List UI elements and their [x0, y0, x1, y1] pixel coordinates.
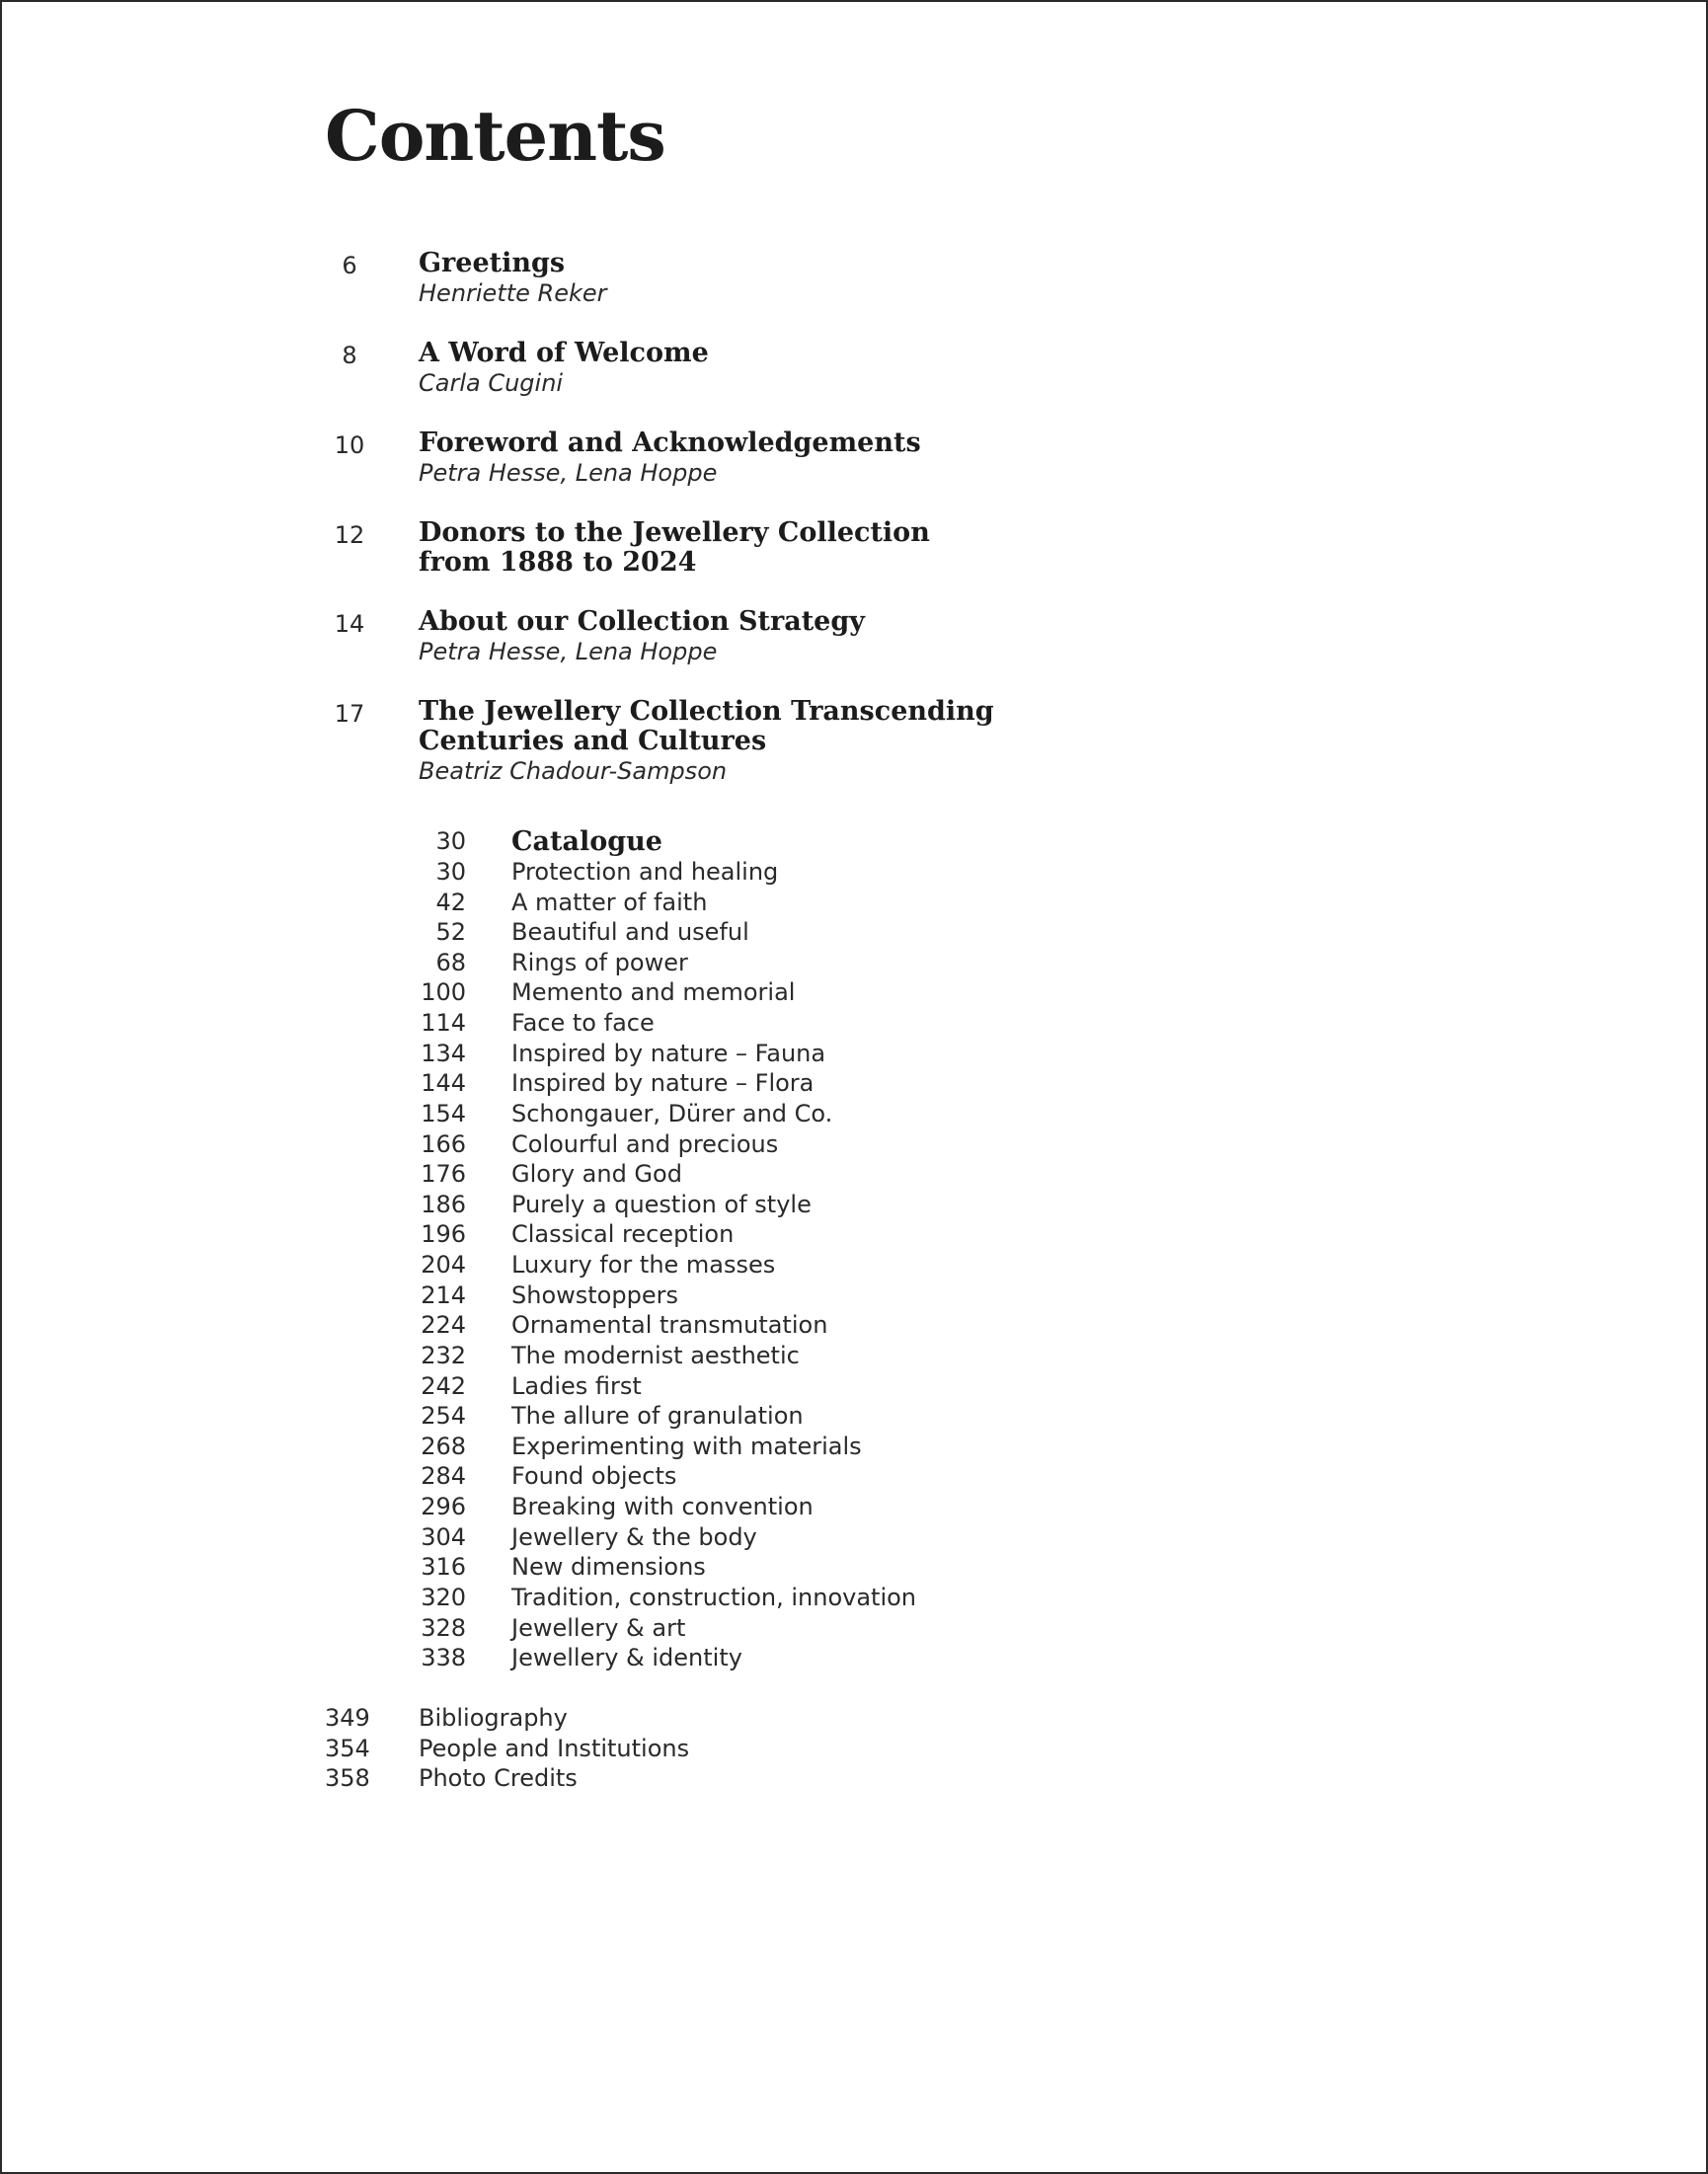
catalogue-item-label: Jewellery & identity	[511, 1644, 742, 1672]
catalogue-item-label: Inspired by nature – Fauna	[511, 1039, 826, 1067]
toc-entry-text	[419, 339, 709, 399]
catalogue-item[interactable]	[413, 1492, 916, 1522]
catalogue-item[interactable]	[413, 1432, 916, 1462]
catalogue-item-page-number: 268	[421, 1432, 466, 1460]
catalogue-item[interactable]	[413, 1583, 916, 1613]
catalogue-item[interactable]	[413, 1310, 916, 1341]
toc-entry-author: Beatriz Chadour-Sampson	[419, 757, 728, 785]
toc-entry-welcome[interactable]	[325, 339, 1411, 399]
toc-page-number: 358	[325, 1764, 370, 1793]
catalogue-item-page-number: 320	[421, 1583, 466, 1611]
toc-page-number: 349	[325, 1704, 370, 1733]
toc-entry-author: Petra Hesse, Lena Hoppe	[419, 638, 718, 665]
catalogue-item[interactable]	[413, 1128, 916, 1159]
catalogue-item-page-number: 316	[421, 1553, 466, 1582]
catalogue-item-page-number: 328	[421, 1613, 466, 1642]
catalogue-page-number: 30	[435, 827, 466, 856]
catalogue-item-page-number: 42	[435, 888, 466, 916]
toc-page-number: 12	[334, 521, 365, 549]
catalogue-item-label: Ladies first	[511, 1371, 642, 1400]
catalogue-item-label: Face to face	[511, 1009, 655, 1038]
catalogue-item[interactable]	[413, 887, 916, 917]
catalogue-item[interactable]	[413, 1401, 916, 1432]
toc-entry-greetings[interactable]	[325, 249, 1411, 309]
toc-page-number: 14	[334, 610, 365, 638]
toc-entry-title: About our Collection Strategy	[419, 606, 865, 637]
catalogue-item[interactable]	[413, 857, 916, 888]
catalogue-item-label: Rings of power	[511, 948, 688, 976]
catalogue-item-page-number: 214	[421, 1281, 466, 1309]
toc-entry-title: Foreword and Acknowledgements	[419, 427, 921, 458]
catalogue-item-page-number: 154	[421, 1099, 466, 1127]
catalogue-item[interactable]	[413, 948, 916, 978]
toc-entry-label: Bibliography	[419, 1704, 568, 1733]
catalogue-item-page-number: 304	[421, 1522, 466, 1551]
toc-entry-author: Carla Cugini	[419, 369, 564, 397]
catalogue-item[interactable]	[413, 1250, 916, 1281]
catalogue-item-page-number: 232	[421, 1341, 466, 1369]
main-toc	[325, 249, 1411, 816]
catalogue-item[interactable]	[413, 977, 916, 1008]
catalogue-item[interactable]	[413, 1219, 916, 1250]
catalogue-item-page-number: 166	[421, 1129, 466, 1158]
catalogue-item-label: The modernist aesthetic	[511, 1341, 800, 1369]
catalogue-item[interactable]	[413, 1370, 916, 1401]
toc-entry-title: Donors to the Jewellery Collection from 1888 to 2024	[419, 517, 930, 578]
catalogue-item-label: Beautiful and useful	[511, 918, 749, 947]
catalogue-item-page-number: 254	[421, 1402, 466, 1431]
catalogue-item-page-number: 52	[435, 918, 466, 947]
catalogue-item[interactable]	[413, 1068, 916, 1099]
catalogue-item-page-number: 196	[421, 1220, 466, 1249]
toc-entry-photo-credits[interactable]	[325, 1763, 689, 1794]
catalogue-item[interactable]	[413, 1612, 916, 1643]
toc-page-number: 10	[334, 431, 365, 459]
catalogue-item[interactable]	[413, 1521, 916, 1552]
catalogue-item-label: Protection and healing	[511, 857, 779, 886]
catalogue-item[interactable]	[413, 1038, 916, 1068]
toc-entry-people-institutions[interactable]	[325, 1734, 689, 1764]
catalogue-item-page-number: 204	[421, 1251, 466, 1280]
catalogue-item-label: Experimenting with materials	[511, 1432, 862, 1460]
catalogue-item-page-number: 68	[435, 948, 466, 976]
toc-entry-text	[419, 518, 930, 578]
catalogue-item-page-number: 338	[421, 1644, 466, 1672]
catalogue-item-label: Jewellery & art	[511, 1613, 686, 1642]
catalogue-item-page-number: 224	[421, 1311, 466, 1340]
catalogue-item[interactable]	[413, 1190, 916, 1220]
catalogue-item-page-number: 186	[421, 1190, 466, 1218]
catalogue-item-label: Breaking with convention	[511, 1493, 814, 1521]
toc-entry-text	[419, 249, 607, 309]
toc-entry-collection-strategy[interactable]	[325, 607, 1411, 667]
toc-entry-label: Photo Credits	[419, 1764, 578, 1793]
catalogue-item-label: Purely a question of style	[511, 1190, 812, 1218]
toc-entry-title: A Word of Welcome	[419, 338, 709, 368]
catalogue-item[interactable]	[413, 1461, 916, 1492]
toc-entry-donors[interactable]	[325, 518, 1411, 578]
catalogue-item-page-number: 114	[421, 1009, 466, 1038]
catalogue-item-label: The allure of granulation	[511, 1402, 804, 1431]
toc-page-number: 354	[325, 1734, 370, 1762]
catalogue-item-label: Ornamental transmutation	[511, 1311, 828, 1340]
catalogue-item-label: Schongauer, Dürer and Co.	[511, 1099, 833, 1127]
catalogue-item-label: New dimensions	[511, 1553, 706, 1582]
toc-page-number: 6	[342, 252, 357, 279]
catalogue-item-label: A matter of faith	[511, 888, 708, 916]
toc-entry-title: Greetings	[419, 248, 566, 278]
catalogue-item-label: Tradition, construction, innovation	[511, 1583, 917, 1611]
toc-entry-bibliography[interactable]	[325, 1703, 689, 1734]
catalogue-item-label: Showstoppers	[511, 1281, 678, 1309]
catalogue-item[interactable]	[413, 1159, 916, 1190]
catalogue-item[interactable]	[413, 1280, 916, 1310]
toc-entry-foreword[interactable]	[325, 428, 1411, 489]
toc-entry-text	[419, 607, 865, 667]
catalogue-item-label: Classical reception	[511, 1220, 735, 1249]
catalogue-item-page-number: 176	[421, 1160, 466, 1189]
catalogue-list	[413, 857, 916, 1673]
toc-entry-label: People and Institutions	[419, 1734, 690, 1762]
toc-entry-title: The Jewellery Collection Transcending Centuries and Cultures	[419, 696, 994, 756]
toc-entry-author: Petra Hesse, Lena Hoppe	[419, 459, 718, 487]
catalogue-item-page-number: 284	[421, 1462, 466, 1491]
catalogue-item-label: Glory and God	[511, 1160, 682, 1189]
toc-entry-jewellery-collection[interactable]	[325, 697, 1411, 787]
catalogue-item-page-number: 134	[421, 1039, 466, 1067]
catalogue-item-page-number: 242	[421, 1371, 466, 1400]
catalogue-heading: Catalogue	[511, 825, 662, 857]
catalogue-item[interactable]	[413, 1099, 916, 1129]
catalogue-section	[413, 826, 916, 1673]
catalogue-item-label: Found objects	[511, 1462, 677, 1491]
catalogue-item-label: Jewellery & the body	[511, 1522, 757, 1551]
toc-page-number: 17	[334, 700, 365, 728]
catalogue-heading-row[interactable]	[413, 826, 916, 857]
catalogue-item-label: Memento and memorial	[511, 978, 796, 1007]
catalogue-item-page-number: 296	[421, 1493, 466, 1521]
toc-entry-text	[419, 428, 921, 489]
catalogue-item[interactable]	[413, 917, 916, 948]
toc-entry-author: Henriette Reker	[419, 279, 607, 307]
catalogue-item-label: Luxury for the masses	[511, 1251, 776, 1280]
back-matter	[325, 1703, 689, 1794]
catalogue-item-page-number: 144	[421, 1069, 466, 1098]
catalogue-item-label: Inspired by nature – Flora	[511, 1069, 815, 1098]
page-title: Contents	[325, 95, 665, 177]
catalogue-item-page-number: 100	[421, 978, 466, 1007]
toc-entry-text	[419, 697, 994, 787]
toc-page-number: 8	[342, 342, 357, 369]
catalogue-item-page-number: 30	[435, 857, 466, 886]
catalogue-item[interactable]	[413, 1552, 916, 1583]
catalogue-item-label: Colourful and precious	[511, 1129, 779, 1158]
catalogue-item[interactable]	[413, 1008, 916, 1039]
catalogue-item[interactable]	[413, 1341, 916, 1371]
catalogue-item[interactable]	[413, 1643, 916, 1673]
